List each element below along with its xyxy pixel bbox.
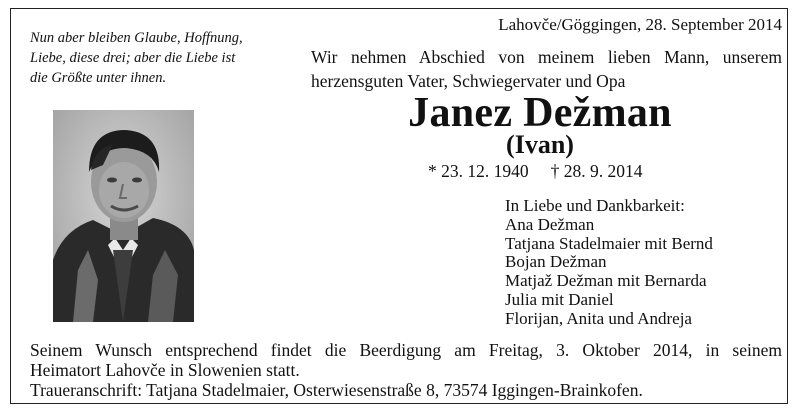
portrait-image [53,110,194,322]
quote-line: Nun aber bleiben Glaube, Hoffnung, [30,30,243,46]
mourner-name: Matjaž Dežman mit Bernarda [505,271,707,291]
mourner-name: Tatjana Stadelmaier mit Bernd [505,233,713,253]
mourner-name: Ana Dežman [505,214,595,234]
intro-line: herzensguten Vater, Schwiegervater und Opa [311,71,626,91]
bible-quote [30,28,275,88]
mourning-address: Traueranschrift: Tatjana Stadelmaier, Osterwiesenstraße 8, 73574 Iggingen-Brainkofen. [30,380,643,400]
birth-date: * 23. 12. 1940 [428,161,529,181]
quote-line: die Größte unter ihnen. [30,70,167,86]
notice-line: Heimatort Lahovče in Slowenien statt. [30,360,300,380]
farewell-intro [311,45,782,93]
mourner-name: Florijan, Anita und Andreja [505,308,692,328]
mourners-list [505,197,785,329]
intro-line: Wir nehmen Abschied von meinem lieben Mann, unserem [311,47,782,67]
death-date: † 28. 9. 2014 [550,161,643,181]
funeral-notice [30,340,782,400]
deceased-name: Janez Dežman [408,90,672,136]
life-dates [428,161,728,182]
mourner-name: Bojan Dežman [505,252,607,272]
mourners-heading: In Liebe und Dankbarkeit: [505,196,685,215]
quote-line: Liebe, diese drei; aber die Liebe ist [30,50,236,66]
place-and-date: Lahovče/Göggingen, 28. September 2014 [498,15,782,34]
mourner-name: Julia mit Daniel [505,289,614,309]
notice-line: Seinem Wunsch entsprechend findet die Beerdigung am Freitag, 3. Oktober 2014, in seinem [30,340,782,360]
deceased-nickname: (Ivan) [506,130,574,159]
portrait-photo [53,110,194,322]
